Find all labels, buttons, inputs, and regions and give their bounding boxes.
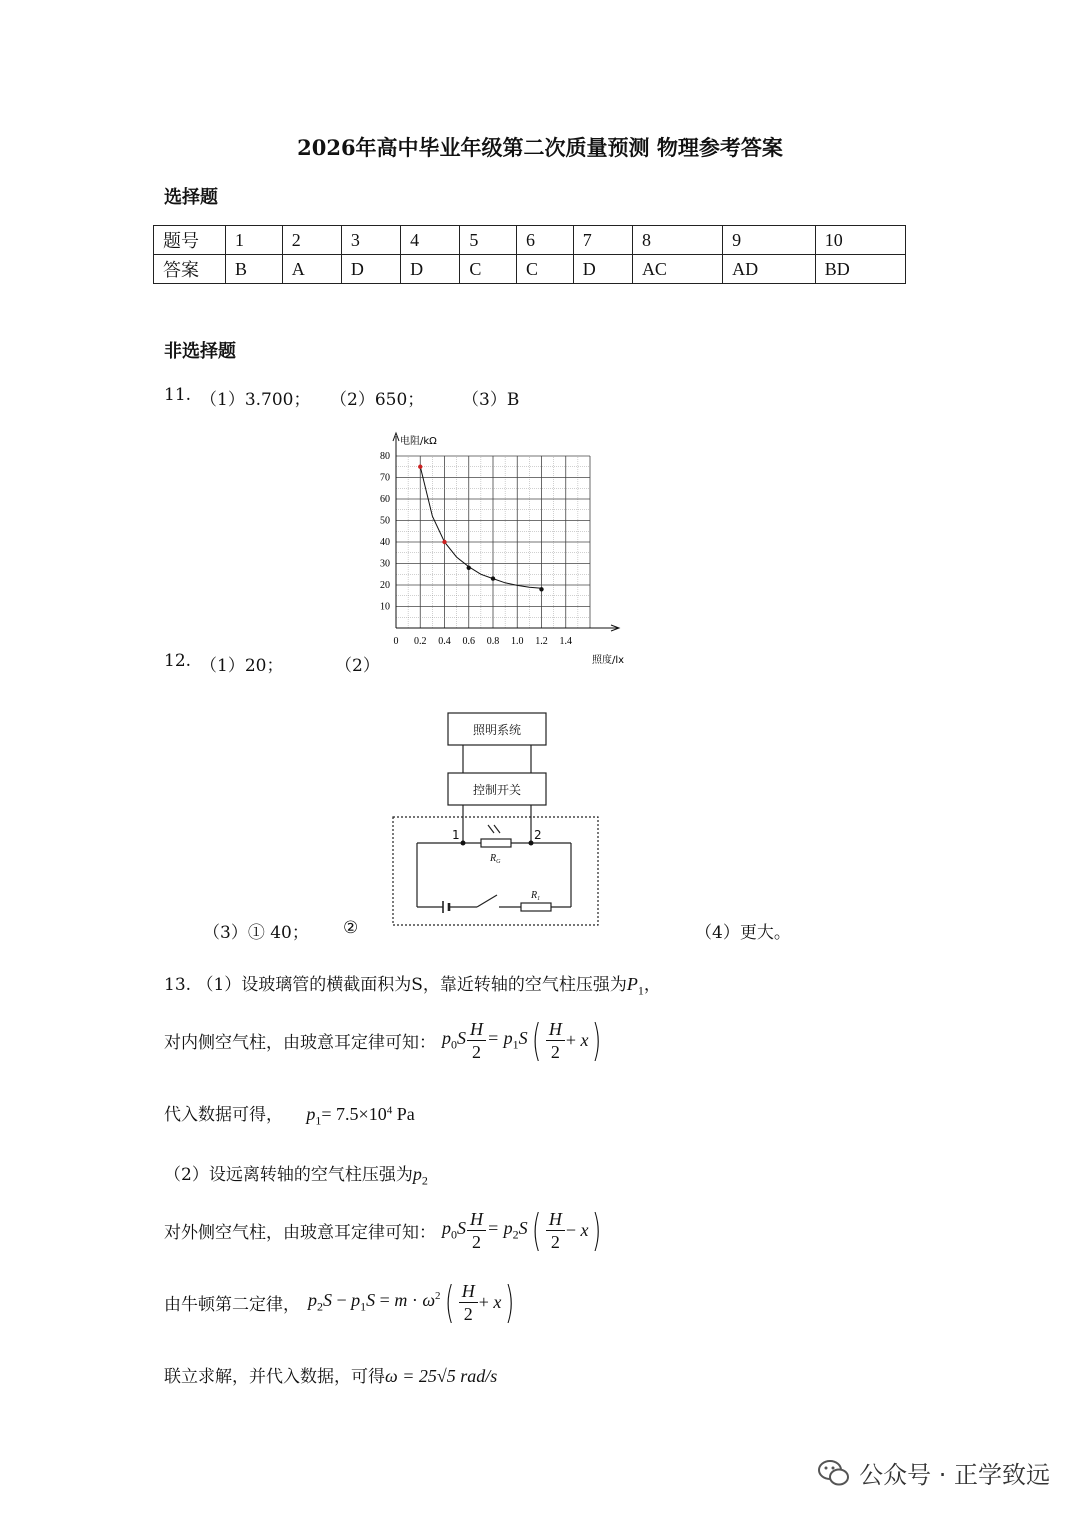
y-tick-label: 30 [380,558,390,570]
section-heading-nonchoice: 非选择题 [164,341,236,362]
q12-part2: （2） [335,656,380,676]
x-tick-label: 1.0 [511,636,524,647]
resistor-r1 [521,903,551,911]
table-cell: 1 [226,226,283,255]
table-cell: 2 [282,226,341,255]
table-row [154,226,906,255]
photoresistor-rg [481,839,511,847]
y-tick-label: 10 [380,601,390,613]
x-tick-label: 0.2 [414,636,427,647]
node-2-label: 2 [534,828,542,842]
x-tick-label: 1.4 [559,636,572,647]
row-label: 题号 [154,226,226,255]
y-tick-label: 80 [380,451,390,462]
table-cell: AC [632,255,722,284]
answer-table [153,225,906,284]
table-cell: 10 [815,226,905,255]
table-cell: AD [723,255,816,284]
x-tick-label: 1.2 [535,636,548,647]
q13-equation-newton: 由牛顿第二定律， $p_2S - p_1S = m \cdot \omega^2$ ( $\frac{H}{2}$ + x ) [164,1276,515,1328]
chart-y-axis-label: 电阻/kΩ [400,436,437,447]
y-tick-label: 70 [380,472,390,484]
y-tick-label: 60 [380,494,390,505]
control-switch-label: 控制开关 [472,783,522,797]
section-heading-choice: 选择题 [164,187,218,208]
node-1-dot [461,841,466,846]
y-tick-label: 50 [380,515,390,527]
q13-line3: 代入数据可得， $p_1= 7.5\times 10^4$ Pa [164,1104,415,1128]
table-row [154,255,906,284]
page-title: 2026年高中毕业年级第二次质量预测 物理参考答案 [297,135,783,160]
table-cell: 8 [632,226,722,255]
data-point [467,566,471,570]
q13-line4: （2）设远离转轴的空气柱压强为$p_2$ [164,1164,428,1188]
resistance-illuminance-chart [360,428,640,673]
q13-equation-inner: 对内侧空气柱，由玻意耳定律可知： $p_0S$ $\frac{H}{2}$ = $p_1S$ ( $\frac{H}{2}$ + x ) [164,1014,602,1066]
table-cell: D [573,255,632,284]
table-cell: BD [815,255,905,284]
x-tick-label: 0.8 [486,636,500,647]
q13-line1: 13. （1）设玻璃管的横截面积为S，靠近转轴的空气柱压强为$P_1$， [164,974,661,998]
table-cell: 5 [460,226,517,255]
control-circuit-diagram [385,705,610,930]
q13-line7: 联立求解，并代入数据，可得ω = 25√5 rad/s [164,1366,498,1387]
q13-equation-outer: 对外侧空气柱，由玻意耳定律可知： $p_0S$ $\frac{H}{2}$ = $p_2S$ ( $\frac{H}{2}$ − x ) [164,1204,602,1256]
table-cell: 7 [573,226,632,255]
table-cell: 3 [341,226,400,255]
y-tick-label: 20 [380,580,390,591]
q11-num: 11. [164,385,192,405]
node-2-dot [529,841,534,846]
table-cell: 6 [517,226,574,255]
table-cell: 9 [723,226,816,255]
rg-label: $R_G$ [490,853,501,865]
table-cell: C [460,255,517,284]
chart-grid [393,433,619,631]
chart-x-axis-label: 照度/lx [592,655,625,666]
watermark [817,1455,1050,1490]
data-point [442,540,446,544]
table-cell: D [341,255,400,284]
row-label: 答案 [154,255,226,284]
data-point [539,587,543,591]
y-tick-label: 40 [380,537,390,548]
table-cell: D [401,255,460,284]
q11-part3: （3）B [462,390,520,410]
table-cell: B [226,255,283,284]
q12-num: 12. [164,651,192,671]
chart-ticks [380,451,572,647]
r1-label: $R_1$ [531,890,541,902]
table-cell: A [282,255,341,284]
table-cell: C [517,255,574,284]
dashed-enclosure [393,817,598,925]
switch-blade [477,895,497,907]
watermark-text: 公众号 · 正学致远 [859,1461,1050,1489]
lighting-system-label: 照明系统 [472,723,522,737]
q11-part1: （1）3.700； [200,390,311,410]
wechat-icon [817,1458,851,1488]
q12-part1: （1）20； [200,656,284,676]
data-point [418,465,422,469]
q12-part3b: ② [343,918,359,938]
q12-part3a: （3）① 40； [203,923,309,943]
q11-part2: （2）650； [330,390,425,410]
q12-part4: （4）更大。 [695,923,791,943]
data-point [491,576,495,580]
x-tick-label: 0 [393,636,399,647]
x-tick-label: 0.6 [462,636,475,647]
table-cell: 4 [401,226,460,255]
node-1-label: 1 [452,828,460,842]
x-tick-label: 0.4 [438,636,451,647]
